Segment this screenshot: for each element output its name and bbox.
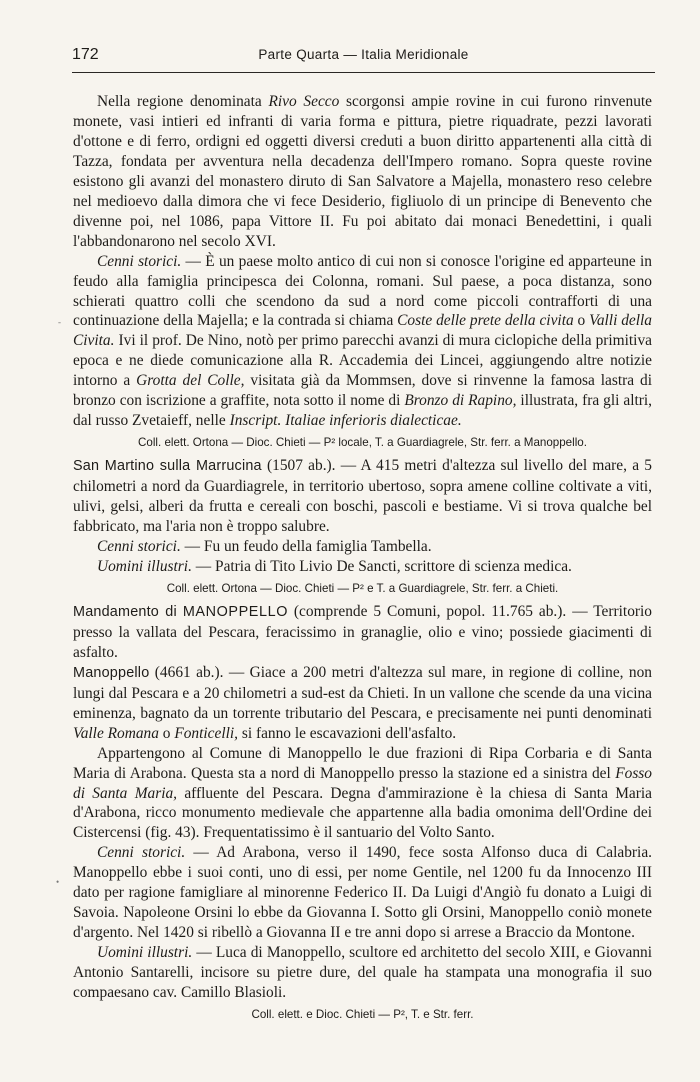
header-rule: [72, 72, 655, 73]
paragraph-uomini-illustri: [73, 557, 652, 577]
section-label: Cenni storici.: [97, 538, 181, 556]
place-name: Valli della Civita.: [73, 312, 652, 350]
citation-line: Coll. elett. Ortona — Dioc. Chieti — P² e T. a Guardiagrele, Str. ferr. a Chieti.: [166, 581, 559, 595]
margin-mark: -: [58, 317, 61, 327]
text: scorgonsi ampie rovine in cui furono rinvenute monete, vasi intieri ed infranti di varia forma e pittura, pietre riquadrate, pezzi lavorati d'ottone e di ferro, ordigni ed oggetti diversi creduti a buon diritto appartenenti alla città di Tazza, fondata per avventura nella decadenza dell'Impero romano. Sopra queste rovine esistono gli avanzi del monastero diruto di San Salvatore a Majella, monastero reso celebre nel medioevo dalla dimora che vi fece Desiderio, figliuolo di un principe di Benevento che divenne poi, nel 1086, papa Vittore II. Fu poi abitato dai monaci Benedettini, i quali l'abbandonarono nel secolo XVI.: [73, 93, 653, 250]
citation-line: Coll. elett. Ortona — Dioc. Chieti — P² locale, T. a Guardiagrele, Str. ferr. a Manoppello.: [138, 436, 587, 450]
text: Appartengono al Comune di Manoppello le due frazioni di Ripa Corbaria e di Santa Maria di Arabona. Questa sta a nord di Manoppello presso la stazione ed a sinistra del: [73, 744, 652, 782]
text: o: [573, 312, 590, 330]
text: Nella regione denominata: [97, 93, 269, 110]
text: o: [158, 724, 175, 742]
text: illustrata, fra gli altri, dal russo Zvetaieff, nelle: [73, 392, 652, 430]
page-body: [73, 92, 652, 1028]
text: Ivi il prof. De Nino, notò per primo parecchi avanzi di mura ciclopiche della primitiva epoca e ne diede comunicazione alla R. Accademia dei Lincei, aggiungendo altre notizie intorno a: [73, 332, 652, 390]
text: — È un paese molto antico di cui non si conosce l'origine ed apparteune in feudo alla famiglia principesca dei Colonna, romani. Sul paese, a poca distanza, sono schierati quattro colli che scendono da sud a nord come piccoli contrafforti di una continuazione della Majella; e la contrada si chiama: [73, 252, 652, 330]
place-name: Rivo Secco: [268, 93, 340, 110]
citation-line: Coll. elett. e Dioc. Chieti — P², T. e Str. ferr.: [251, 1007, 474, 1021]
entry-manoppello: [73, 663, 652, 744]
running-header: [72, 44, 655, 70]
section-label: Cenni storici.: [97, 252, 182, 270]
paragraph-rivo-secco: [73, 92, 652, 252]
running-title: Parte Quarta — Italia Meridionale: [258, 47, 469, 62]
text: (4661 ab.). — Giace a 200 metri d'altezza sul mare, in regione di colline, non lungi dal Pescara e a 20 chilometri a sud-est da Chieti. In un vallone che scende da una vicina eminenza, bagnato da un torrente tributario del Pescara, e precisamente nei punti denominati: [73, 663, 652, 722]
place-name: Valle Romana: [73, 724, 159, 742]
text: affluente del Pescara. Degna d'ammirazione è la chiesa di Santa Maria d'Arabona, ricco monumento medievale che appartenne alla badia omonima dell'Ordine dei Cistercensi (fig. 43). Frequentatissimo è il santuario del Volto Santo.: [73, 784, 652, 842]
place-name: Coste delle prete della civita: [397, 312, 574, 330]
text: — Fu un feudo della famiglia Tambella.: [180, 538, 432, 556]
section-label: Uomini illustri.: [97, 944, 193, 962]
entry-heading: Mandamento di: [73, 603, 177, 620]
text: — Ad Arabona, verso il 1490, fece sosta Alfonso duca di Calabria. Manoppello ebbe i suoi conti, uno di essi, per nome Gentile, nel 1200 fu da Innocenzo III dato per ragione famigliare al minorenne Federico II. Da Luigi d'Angiò fu donato a Luigi di Savoia. Napoleone Orsini lo ebbe da Giovanna I. Sotto gli Orsini, Manoppello coniò monete d'argento. Nel 1420 si ribellò a Giovanna II e tre anni dopo si arrese a Braccio da Montone.: [73, 844, 653, 942]
entry-heading-caps: MANOPPELLO: [182, 603, 288, 620]
entry-san-martino: [73, 456, 652, 537]
section-label: Cenni storici.: [97, 844, 186, 862]
entry-heading: San Martino sulla Marrucina: [73, 458, 262, 475]
text: (comprende 5 Comuni, popol. 11.765 ab.). — Territorio presso la vallata del Pescara, feracissimo in granaglie, olio e vino; possiede giacimenti di asfalto.: [73, 602, 652, 661]
paragraph-cenni-storici: [73, 843, 652, 943]
paragraph-frazioni: [73, 744, 652, 844]
publication-title: Inscript. Italiae inferioris dialecticae.: [229, 412, 462, 430]
text: — Patria di Tito Livio De Sancti, scrittore di scienza medica.: [191, 557, 572, 575]
text: visitata già da Mommsen, dove si rinvenne la famosa lastra di bronzo con iscrizione a graffite, nota sotto il nome di: [73, 372, 652, 410]
text: — Luca di Manoppello, scultore ed architetto del secolo XIII, e Giovanni Antonio Santarelli, incisore su pietre dure, del quale ha stampata una monografia il suo compaesano cav. Camillo Blasioli.: [73, 944, 652, 1002]
entry-mandamento: [73, 602, 652, 663]
place-name: Fonticelli,: [174, 724, 238, 742]
page-number: 172: [72, 46, 99, 63]
place-name: Fosso di Santa Maria,: [73, 764, 652, 802]
section-label: Uomini illustri.: [97, 557, 192, 575]
paragraph-cenni-storici: [73, 537, 652, 557]
artifact-name: Bronzo di Rapino,: [404, 392, 517, 410]
text: si fanno le escavazioni dell'asfalto.: [238, 724, 457, 742]
place-name: Grotta del Colle,: [136, 372, 245, 390]
text: (1507 ab.). — A 415 metri d'altezza sul livello del mare, a 5 chilometri a nord da Guardiagrele, in territorio ubertoso, sopra amene colline coltivate a viti, ulivi, gelsi, alberi da frutta e cereali con boschi, pascoli e bestiame. Vi si trova qualche bel fabbricato, ma l'aria non è troppo salubre.: [73, 457, 652, 536]
margin-dot: •: [56, 877, 60, 887]
paragraph-cenni-storici: [73, 252, 652, 432]
paragraph-uomini-illustri: [73, 943, 652, 1003]
entry-heading: Manoppello: [73, 664, 150, 681]
